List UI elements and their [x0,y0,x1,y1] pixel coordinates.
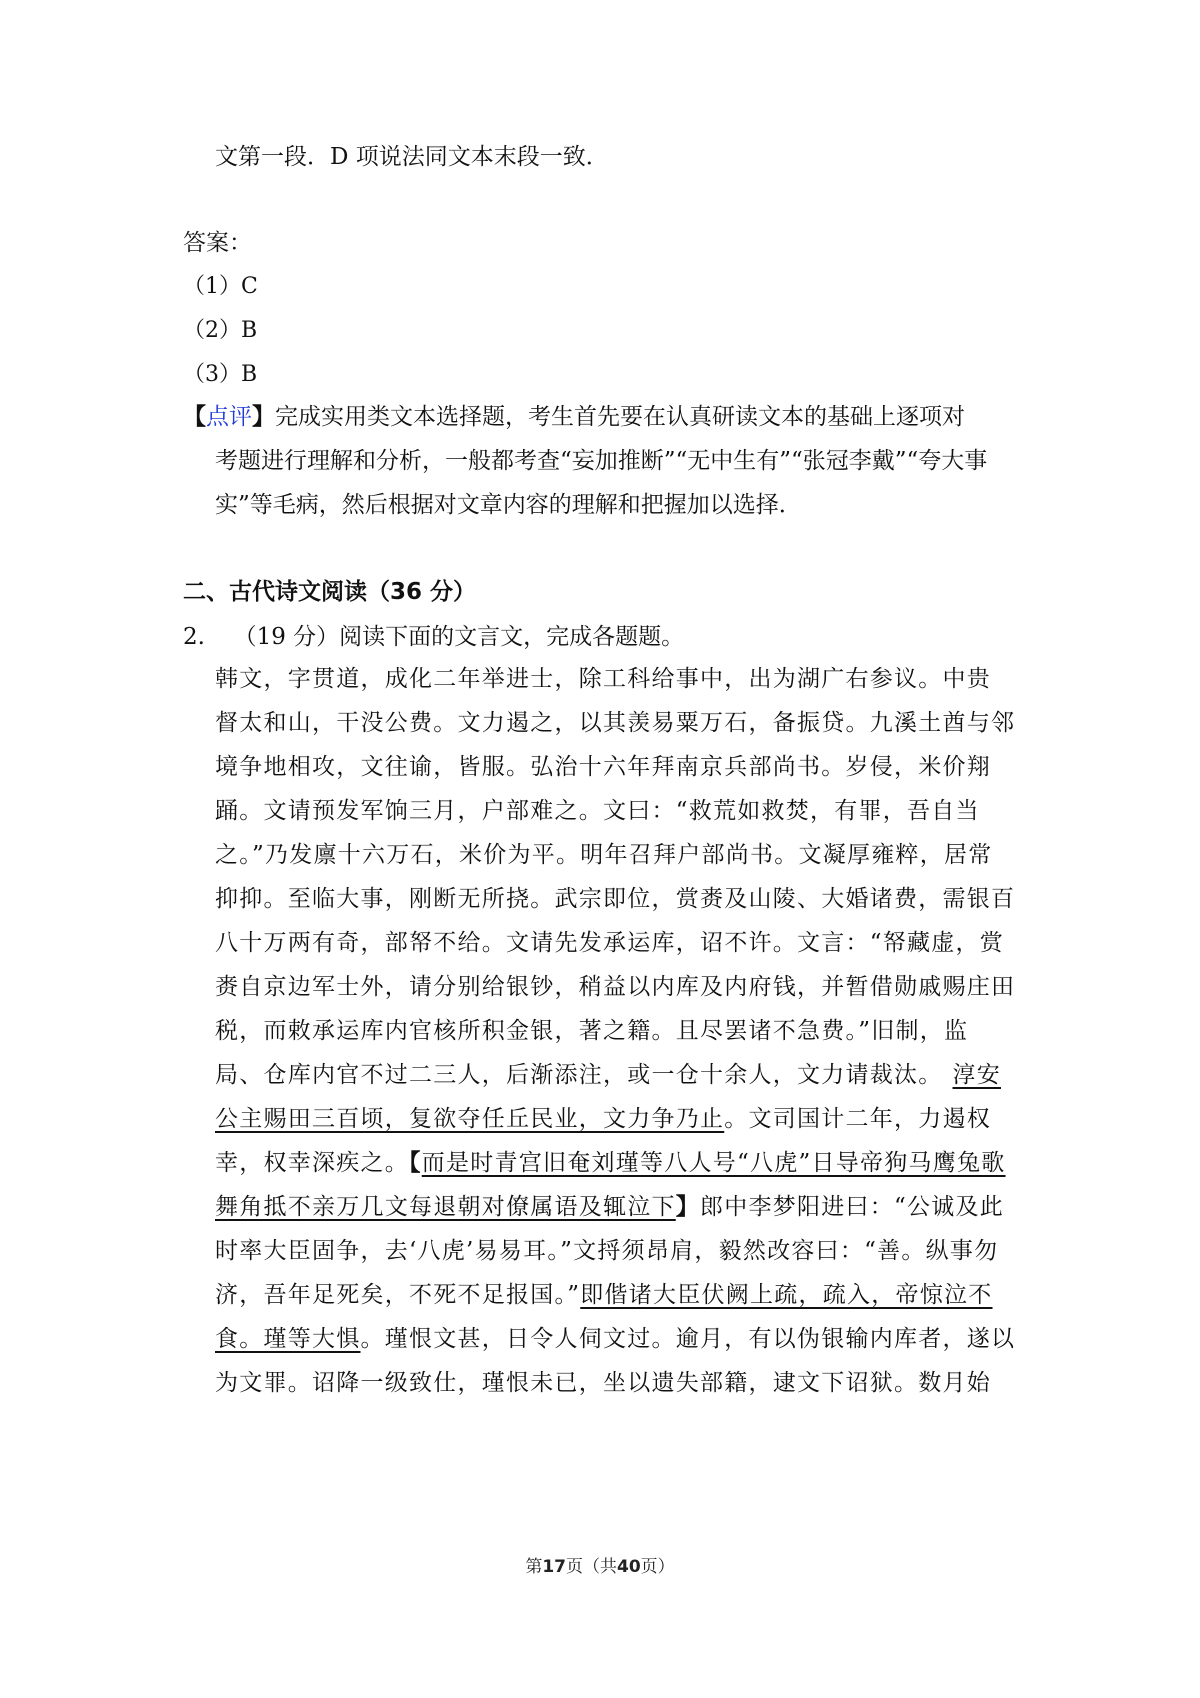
passage-line-17: 为文罪。诏降一级致仕，瑾恨未已，坐以遗失部籍，逮文下诏狱。数月始 [215,1370,991,1396]
page-footer [0,1555,1200,1579]
passage-line-5: 之。”乃发廪十六万石，米价为平。明年召拜户部尚书。文凝厚雍粹，居常 [215,842,993,868]
passage-line-8: 赉自京边军士外，请分别给银钞，稍益以内库及内府钱，并暂借勋戚赐庄田 [215,974,1016,1000]
passage-line-10 [215,1060,1027,1090]
comment-text-line-1: 完成实用类文本选择题，考生首先要在认真研读文本的基础上逐项对 [275,404,965,430]
question-line [183,622,684,652]
footer-total-pages: 40 [617,1557,641,1577]
passage-line-15 [215,1280,1027,1310]
question-prompt: （19 分）阅读下面的文言文，完成各题题。 [233,624,685,650]
punctuation-task-text-start: 而是时青宫旧奄刘瑾等八人号“八虎”日导帝狗马鹰兔歌 [421,1150,1006,1176]
footer-prefix: 第 [525,1557,543,1577]
passage-line-11 [215,1104,1027,1134]
top-continuation-line: 文第一段．D 项说法同文本末段一致． [215,144,609,170]
answer-item-1: （1）C [183,274,258,299]
punctuation-task-close-bracket: 】 [675,1193,700,1220]
comment-close-bracket: 】 [252,403,275,430]
passage-line-7: 八十万两有奇，部帑不给。文请先发承运库，诏不许。文言：“帑藏虚，赏 [215,930,1005,956]
answer-label: 答案： [183,230,252,256]
answer-item-2: （2）B [183,318,258,343]
underlined-sentence-1-start: 淳安 [952,1062,1001,1088]
section-heading: 二、古代诗文阅读（36 分） [183,579,477,605]
passage-line-12-text: 幸，权幸深疾之。 [215,1150,409,1176]
comment-tag: 点评 [206,404,252,430]
passage-line-16 [215,1324,1027,1354]
comment-open-bracket: 【 [183,403,206,430]
comment-text-line-3: 实”等毛病，然后根据对文章内容的理解和把握加以选择． [215,492,802,518]
underlined-sentence-2-start: 即偕诸大臣伏阙上疏，疏入，帝惊泣不 [580,1282,993,1308]
passage-line-12 [215,1148,1027,1178]
passage-line-9: 税，而敕承运库内官核所积金银，著之籍。且尽罢诸不急费。”旧制，监 [215,1018,969,1044]
underlined-sentence-2-end: 食。瑾等大惧 [215,1326,361,1352]
punctuation-task-text-end: 舞角抵不亲万几文每退朝对僚属语及辄泣下 [215,1194,676,1220]
punctuation-task-open-bracket: 【 [409,1149,422,1176]
passage-line-4: 踊。文请预发军饷三月，户部难之。文曰：“救荒如救焚，有罪，吾自当 [215,798,980,824]
passage-line-16-text: 。瑾恨文甚，日令人伺文过。逾月，有以伪银输内库者，遂以 [360,1326,1016,1352]
question-number: 2. [183,624,205,650]
passage-line-6: 抑抑。至临大事，刚断无所挠。武宗即位，赏赉及山陵、大婚诸费，需银百 [215,886,1016,912]
passage-line-15-text: 济，吾年足死矣，不死不足报国。” [215,1282,581,1308]
footer-suffix: 页） [640,1557,675,1577]
footer-page-number: 17 [542,1557,566,1577]
passage-line-1: 韩文，字贯道，成化二年举进士，除工科给事中，出为湖广右参议。中贵 [215,666,991,692]
comment-text-line-2: 考题进行理解和分析，一般都考查“妄加推断”“无中生有”“张冠李戴”“夸大事 [215,448,988,474]
comment-first-line [183,402,965,432]
passage-line-13 [215,1192,1027,1222]
passage-line-11-text: 。文司国计二年，力遏权 [724,1106,991,1132]
answer-item-3: （3）B [183,362,258,387]
passage-line-3: 境争地相攻，文往谕，皆服。弘治十六年拜南京兵部尚书。岁侵，米价翔 [215,754,991,780]
passage-line-13-text: 郎中李梦阳进曰：“公诚及此 [700,1194,1005,1220]
passage-line-14: 时率大臣固争，去‘八虎’易易耳。”文捋须昂肩，毅然改容曰：“善。纵事勿 [215,1238,999,1264]
footer-middle: 页（共 [566,1557,617,1577]
passage-line-10-text: 局、仓库内官不过二三人，后渐添注，或一仓十余人，文力请裁汰。 [215,1062,943,1088]
underlined-sentence-1-end: 公主赐田三百顷，复欲夺任丘民业，文力争乃止 [215,1106,725,1132]
passage-line-2: 督太和山，干没公费。文力遏之，以其羡易粟万石，备振贷。九溪土酋与邻 [215,710,1016,736]
